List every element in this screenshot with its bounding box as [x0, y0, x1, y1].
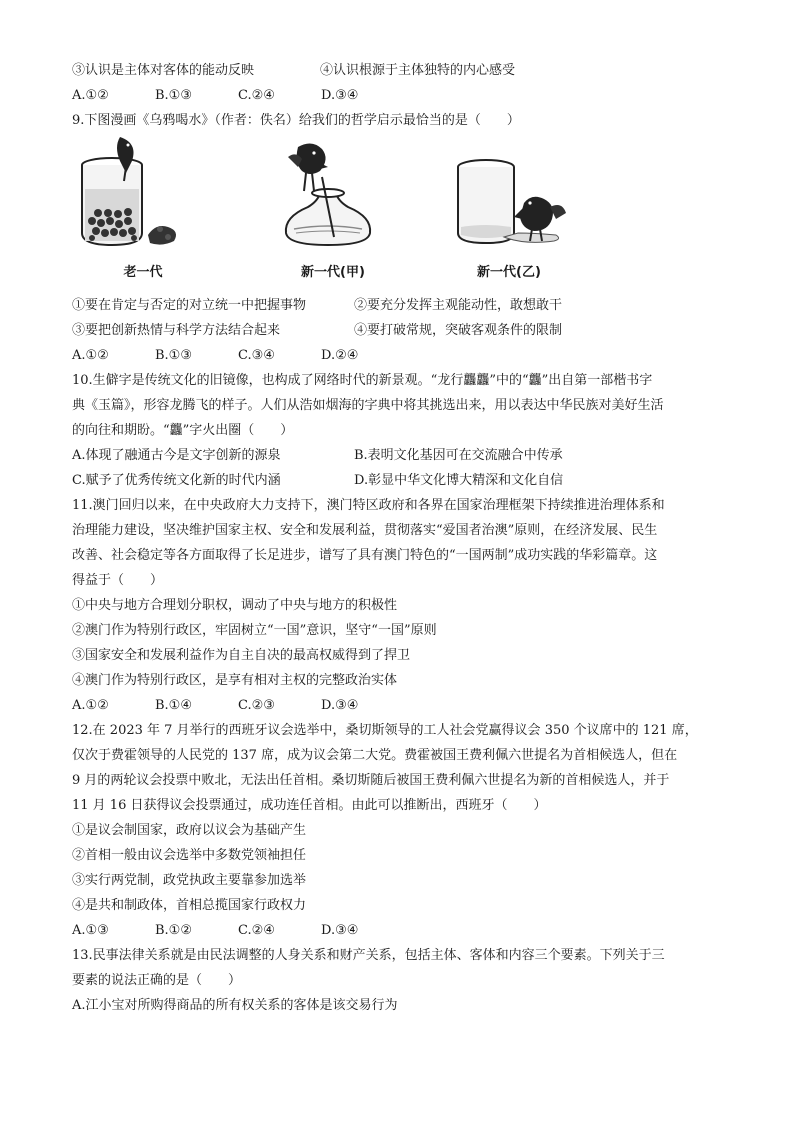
- q10-options-row-2: [72, 468, 722, 493]
- q10-stem-line-2: 典《玉篇》，形容龙腾飞的样子。人们从浩如烟海的字典中将其挑选出来，用以表达中华民族对美好生活: [72, 398, 664, 413]
- q11-stem-line-1: 11.澳门回归以来，在中央政府大力支持下，澳门特区政府和各界在国家治理框架下持续推进治理体系和: [72, 498, 665, 513]
- q12-option-3: ③实行两党制，政党执政主要靠参加选举: [72, 873, 307, 888]
- q9-option-2: ②要充分发挥主观能动性，敢想敢干: [354, 298, 563, 313]
- q9-option-3: ③要把创新热情与科学方法结合起来: [72, 323, 281, 338]
- q12-choice-a: A.①③: [72, 923, 109, 938]
- q12-choice-b: B.①②: [155, 923, 192, 938]
- q11-option-1: ①中央与地方合理划分职权，调动了中央与地方的积极性: [72, 598, 398, 613]
- q11-option-2: ②澳门作为特别行政区，牢固树立“一国”意识，坚守“一国”原则: [72, 623, 437, 638]
- crow-drinking-with-straw-icon: [258, 137, 408, 265]
- q10-options-row-1: [72, 443, 722, 468]
- q10-option-c: C.赋予了优秀传统文化新的时代内涵: [72, 473, 281, 488]
- q13-option-a: A.江小宝对所购得商品的所有权关系的客体是该交易行为: [72, 998, 398, 1013]
- q12-option-4: ④是共和制政体，首相总揽国家行政权力: [72, 898, 307, 913]
- q9-choice-c: C.③④: [238, 348, 275, 363]
- q11-stem-line-3: 改善、社会稳定等各方面取得了长足进步，谱写了具有澳门特色的“一国两制”成功实践的华彩篇章。这: [72, 548, 658, 563]
- q11-option-3: ③国家安全和发展利益作为自主自决的最高权威得到了捍卫: [72, 648, 411, 663]
- q12-option-2: ②首相一般由议会选举中多数党领袖担任: [72, 848, 307, 863]
- q11-choices: [72, 693, 722, 718]
- caption-new-generation-b: 新一代(乙): [477, 265, 541, 280]
- q12-option-1: ①是议会制国家，政府以议会为基础产生: [72, 823, 307, 838]
- cartoon-panel-old-generation: [68, 137, 218, 287]
- cartoon-panel-new-generation-a: [258, 137, 408, 287]
- q10-option-a: A.体现了融通古今是文字创新的源泉: [72, 448, 281, 463]
- q12-stem-line-3: 9 月的两轮议会投票中败北，无法出任首相。桑切斯随后被国王费利佩六世提名为新的首相候选人，并于: [72, 773, 670, 788]
- q9-stem: 9.下图漫画《乌鸦喝水》（作者：佚名）给我们的哲学启示最恰当的是（ ）: [72, 113, 520, 128]
- q8-choice-b: B.①③: [155, 88, 192, 103]
- q11-stem-line-4: 得益于（ ）: [72, 573, 164, 588]
- q9-choice-a: A.①②: [72, 348, 109, 363]
- q11-choice-d: D.③④: [321, 698, 359, 713]
- crow-dropping-pebbles-icon: [68, 137, 218, 265]
- q11-choice-c: C.②③: [238, 698, 275, 713]
- q10-option-b: B.表明文化基因可在交流融合中传承: [354, 448, 563, 463]
- q12-choices: [72, 918, 722, 943]
- q8-choice-a: A.①②: [72, 88, 109, 103]
- q12-stem-line-4: 11 月 16 日获得议会投票通过，成功连任首相。由此可以推断出，西班牙（ ）: [72, 798, 547, 813]
- q8-choice-d: D.③④: [321, 88, 359, 103]
- q10-stem-line-1: 10.生僻字是传统文化的旧镜像，也构成了网络时代的新景观。“龙行龘龘”中的“龘”出自第一部楷书字: [72, 373, 653, 388]
- q9-option-1: ①要在肯定与否定的对立统一中把握事物: [72, 298, 307, 313]
- q11-stem-line-2: 治理能力建设，坚决维护国家主权、安全和发展利益，贯彻落实“爱国者治澳”原则，在经济发展、民生: [72, 523, 658, 538]
- q11-choice-b: B.①④: [155, 698, 192, 713]
- q13-stem-line-2: 要素的说法正确的是（ ）: [72, 973, 242, 988]
- q8-options-row-2: [72, 58, 722, 83]
- q9-choice-b: B.①③: [155, 348, 192, 363]
- q10-stem-line-3: 的向往和期盼。“龘”字火出圈（ ）: [72, 423, 294, 438]
- crow-tipping-jar-icon: [434, 137, 584, 265]
- q9-choices: [72, 343, 722, 368]
- caption-old-generation: 老一代: [123, 265, 163, 280]
- q13-stem-line-1: 13.民事法律关系就是由民法调整的人身关系和财产关系，包括主体、客体和内容三个要素。下列关于三: [72, 948, 665, 963]
- q8-option-4: ④认识根源于主体独特的内心感受: [320, 63, 516, 78]
- q11-choice-a: A.①②: [72, 698, 109, 713]
- q8-option-3: ③认识是主体对客体的能动反映: [72, 63, 255, 78]
- q8-choices: [72, 83, 722, 108]
- q9-choice-d: D.②④: [321, 348, 359, 363]
- q12-choice-c: C.②④: [238, 923, 275, 938]
- q10-option-d: D.彰显中华文化博大精深和文化自信: [354, 473, 564, 488]
- q8-choice-c: C.②④: [238, 88, 275, 103]
- q12-choice-d: D.③④: [321, 923, 359, 938]
- q12-stem-line-1: 12.在 2023 年 7 月举行的西班牙议会选举中，桑切斯领导的工人社会党赢得议会 350 个议席中的 121 席，: [72, 723, 698, 738]
- caption-new-generation-a: 新一代(甲): [301, 265, 365, 280]
- q9-cartoon: [72, 137, 722, 287]
- q11-option-4: ④澳门作为特别行政区，是享有相对主权的完整政治实体: [72, 673, 398, 688]
- q9-options-row-2: [72, 318, 722, 343]
- cartoon-panel-new-generation-b: [434, 137, 584, 287]
- q12-stem-line-2: 仅次于费霍领导的人民党的 137 席，成为议会第二大党。费霍被国王费利佩六世提名为首相候选人，但在: [72, 748, 678, 763]
- q9-options-row-1: [72, 293, 722, 318]
- exam-page: [72, 58, 722, 1018]
- q9-option-4: ④要打破常规，突破客观条件的限制: [354, 323, 563, 338]
